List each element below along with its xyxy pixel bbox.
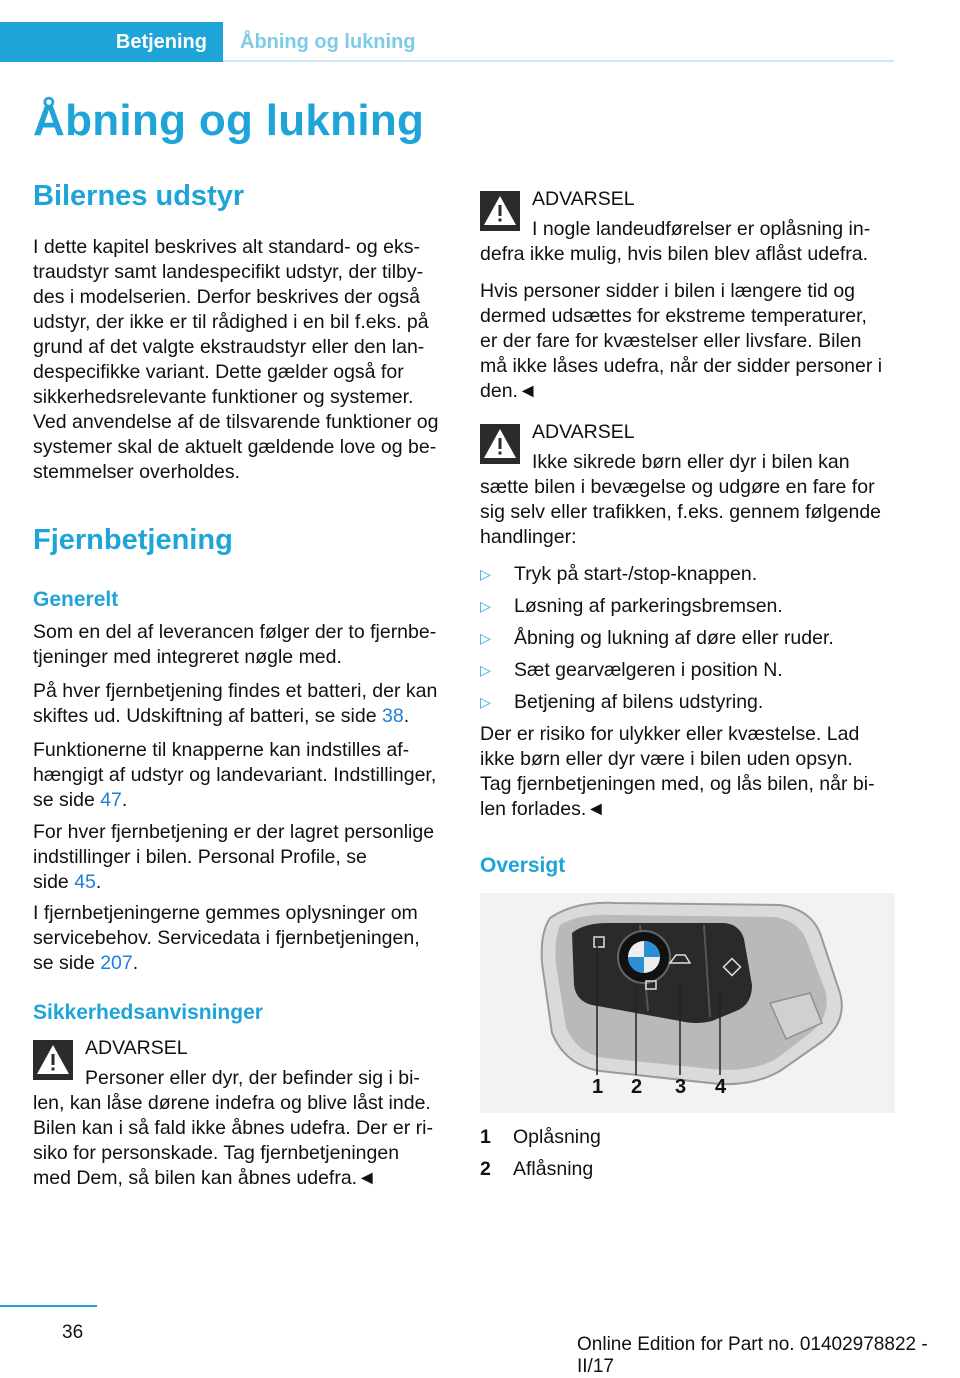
callout-4: 4 [715,1076,727,1098]
paragraph-functions [33,738,449,813]
text-line: udstyr, der ikke er til rådighed i en bil f.eks. på [33,311,429,333]
heading-safety: Sikkerhedsanvisninger [33,1001,263,1024]
text-line [33,788,449,813]
text-line: sikkerhedsrelevante funktioner og systemer. [33,386,414,408]
text-line: ikke børn eller dyr være i bilen uden opsyn. [480,748,853,770]
heading-equipment: Bilernes udstyr [33,180,245,212]
paragraph-profile [33,820,449,895]
key-fob-figure [480,893,895,1113]
text-line: Ved anvendelse af de tilsvarende funktioner og [33,411,439,433]
warning-heading: ADVARSEL [85,1037,188,1059]
paragraph-battery [33,679,449,729]
text-line: siko for personskade. Tag fjernbetjeningen [33,1142,400,1164]
text-line: sætte bilen i bevægelse og udgøre en fare for [480,476,875,498]
warning-heading: ADVARSEL [532,421,635,443]
triangle-bullet-icon: ▷ [480,566,491,582]
text-line [33,870,449,895]
warning-text [480,242,895,267]
breadcrumb: Åbning og lukning [240,31,416,53]
text-span: side [33,871,75,893]
text-span: skiftes ud. Udskiftning af batteri, se side [33,705,383,727]
list-item-text: Løsning af parkeringsbremsen. [514,595,783,617]
text-line: systemer skal de aktuelt gældende love og be- [33,436,437,458]
text-line: På hver fjernbetjening findes et batteri, der kan [33,680,438,702]
equipment-paragraph [33,235,449,485]
triangle-bullet-icon: ▷ [480,662,491,678]
text-line: servicebehov. Servicedata i fjernbetjeningen, [33,927,420,949]
text-line: må ikke låses udefra, når der sidder personer i [480,355,883,377]
text-line: Som en del af leverancen følger der to fjernbe- [33,621,437,643]
legend-number: 2 [480,1158,491,1180]
paragraph-service [33,901,449,976]
page-title: Åbning og lukning [33,96,425,145]
warning-text [480,475,895,550]
text-line [33,951,449,976]
text-line: Tag fjernbetjeningen med, og lås bilen, når bi- [480,773,875,795]
list-item-text: Sæt gearvælgeren i position N. [514,659,783,681]
warning-text [33,1091,449,1191]
text-span: . [403,705,410,727]
text-span: . [121,789,128,811]
text-line: For hver fjernbetjening er der lagret personlige [33,821,435,843]
text-line: despecifikke variant. Dette gælder også for [33,361,404,383]
warning-triangle-icon [33,1040,73,1080]
text-line: grund af det valgte ekstraudstyr eller den lan- [33,336,425,358]
callout-2: 2 [631,1076,643,1098]
paragraph-risk [480,722,895,822]
list-item-text: Åbning og lukning af døre eller ruder. [514,627,834,649]
callout-1: 1 [592,1076,604,1098]
text-line: den.◄ [480,380,538,402]
footer-edition: Online Edition for Part no. 01402978822 - II/17 [577,1334,928,1377]
text-span: . [132,952,139,974]
paragraph-supply [33,620,449,670]
text-line [33,704,449,729]
triangle-bullet-icon: ▷ [480,694,491,710]
text-line: indstillinger i bilen. Personal Profile, se [33,846,367,868]
page-number: 36 [62,1322,84,1343]
section-tab: Betjening [0,22,223,62]
text-line: Der er risiko for ulykker eller kvæstelse. Lad [480,723,860,745]
legend-label: Aflåsning [513,1158,594,1180]
page-link-207[interactable]: 207 [100,952,133,974]
warning-heading: ADVARSEL [532,188,635,210]
text-line: sig selv eller trafikken, f.eks. gennem følgende [480,501,882,523]
text-line: I dette kapitel beskrives alt standard- og eks- [33,236,420,258]
heading-overview: Oversigt [480,854,566,877]
heading-remote: Fjernbetjening [33,524,233,556]
warning-triangle-icon [480,424,520,464]
header-rule [223,60,894,62]
list-item-text: Betjening af bilens udstyring. [514,691,764,713]
page-link-38[interactable]: 38 [382,705,404,727]
text-line: er der fare for kvæstelser eller livsfare. Bilen [480,330,862,352]
heading-general: Generelt [33,588,119,611]
text-line: hængigt af udstyr og landevariant. Indstillinger, [33,764,437,786]
paragraph-temperature [480,279,895,404]
text-line: Bilen kan i så fald ikke åbnes udefra. Der er ri- [33,1117,433,1139]
triangle-bullet-icon: ▷ [480,598,491,614]
legend-number: 1 [480,1126,491,1148]
page-link-47[interactable]: 47 [100,789,122,811]
text-line: des i modelserien. Derfor beskrives der også [33,286,420,308]
text-line: dermed udsættes for ekstreme temperaturer, [480,305,867,327]
text-line: stemmelser overholdes. [33,461,240,483]
text-line: tjeninger med integreret nøgle med. [33,646,342,668]
list-item-text: Tryk på start-/stop-knappen. [514,563,758,585]
text-line: traudstyr samt landespecifikt udstyr, der tilby- [33,261,424,283]
callout-3: 3 [675,1076,687,1098]
page-link-45[interactable]: 45 [74,871,96,893]
warning-triangle-icon [480,191,520,231]
text-line: defra ikke mulig, hvis bilen blev aflåst udefra. [480,243,869,265]
text-line: len, kan låse dørene indefra og blive låst inde. [33,1092,431,1114]
text-line: handlinger: [480,526,577,548]
text-span: . [95,871,102,893]
triangle-bullet-icon: ▷ [480,630,491,646]
text-line: I nogle landeudførelser er oplåsning in- [532,218,871,240]
footer-rule [0,1305,97,1307]
text-line: len forlades.◄ [480,798,606,820]
text-line: I fjernbetjeningerne gemmes oplysninger om [33,902,418,924]
text-line: Personer eller dyr, der befinder sig i bi- [85,1067,420,1089]
text-line: Hvis personer sidder i bilen i længere tid og [480,280,856,302]
legend-label: Oplåsning [513,1126,601,1148]
text-line: Funktionerne til knapperne kan indstilles af- [33,739,410,761]
text-line: Ikke sikrede børn eller dyr i bilen kan [532,451,850,473]
text-line: med Dem, så bilen kan åbnes udefra.◄ [33,1167,377,1189]
text-span: se side [33,789,101,811]
text-span: se side [33,952,101,974]
key-fob-illustration [480,893,895,1113]
